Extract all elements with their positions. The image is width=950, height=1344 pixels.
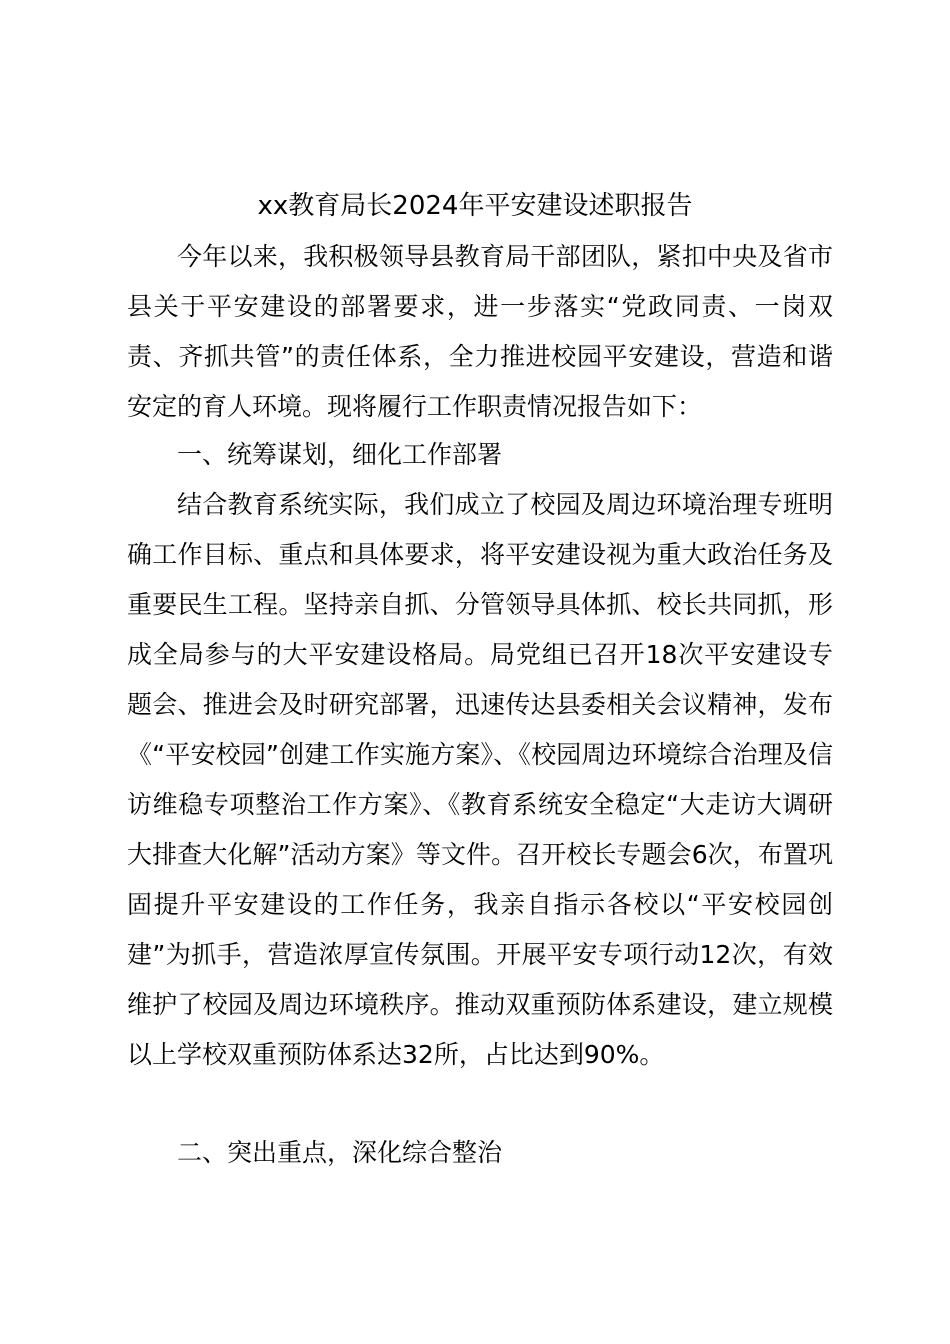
- section-1-paragraph: 结合教育系统实际，我们成立了校园及周边环境治理专班明确工作目标、重点和具体要求，将平安建设视为重大政治任务及重要民生工程。坚持亲自抓、分管领导具体抓、校长共同抓，形成全局参与的大平安建设格局。局党组已召开18次平安建设专题会、推进会及时研究部署，迅速传达县委相关会议精神，发布《“平安校园”创建工作实施方案》、《校园周边环境综合治理及信访维稳专项整治工作方案》、《教育系统安全稳定“大走访大调研大排查大化解”活动方案》等文件。召开校长专题会6次，布置巩固提升平安建设的工作任务，我亲自指示各校以“平安校园创建”为抓手，营造浓厚宣传氛围。开展平安专项行动12次，有效维护了校园及周边环境秩序。推动双重预防体系建设，建立规模以上学校双重预防体系达32所，占比达到90%。: [127, 490, 833, 1069]
- section-1-heading: 一、统筹谋划，细化工作部署: [177, 440, 503, 469]
- intro-paragraph: 今年以来，我积极领导县教育局干部团队，紧扣中央及省市县关于平安建设的部署要求，进一步落实“党政同责、一岗双责、齐抓共管”的责任体系，全力推进校园平安建设，营造和谐安定的育人环境。现将履行工作职责情况报告如下：: [127, 242, 833, 421]
- section-2-heading: 二、突出重点，深化综合整治: [177, 1138, 503, 1167]
- document-title: xx教育局长2024年平安建设述职报告: [257, 191, 693, 221]
